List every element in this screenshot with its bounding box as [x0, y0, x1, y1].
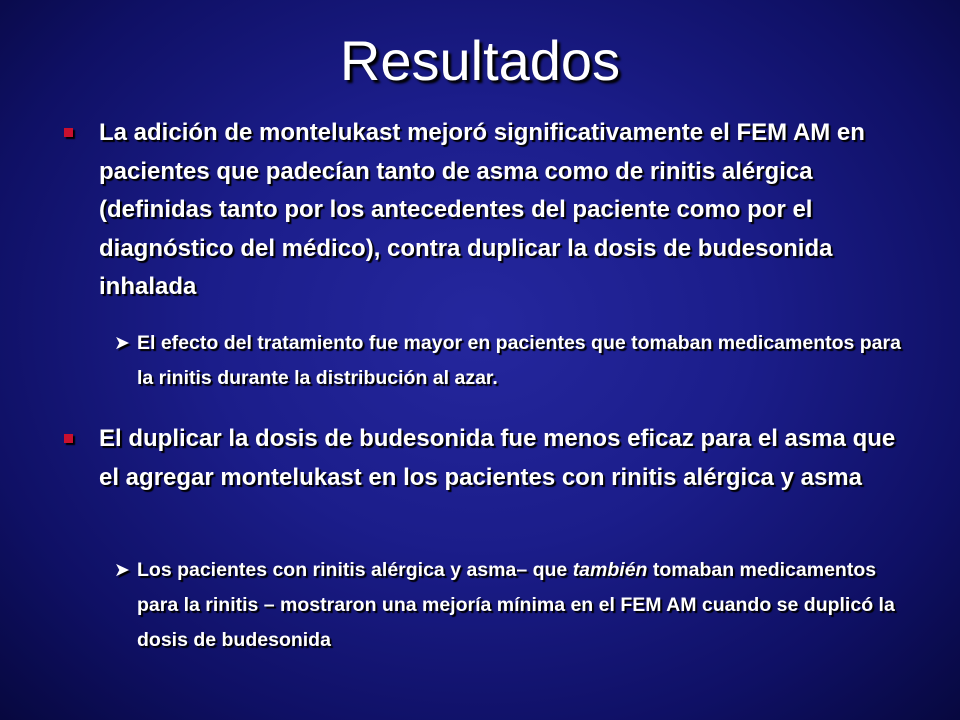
bullet-level2	[114, 553, 914, 658]
square-bullet-icon	[64, 128, 73, 137]
square-bullet-icon	[64, 434, 73, 443]
bullet-text: El duplicar la dosis de budesonida fue menos eficaz para el asma que el agregar montelukast en los pacientes con rinitis alérgica y asma	[99, 425, 896, 491]
bullet-text-part: Los pacientes con rinitis alérgica y asma– que	[137, 559, 573, 581]
bullet-text: La adición de montelukast mejoró significativamente el FEM AM en pacientes que padecían tanto de asma como de rinitis alérgica (definidas tanto por los antecedentes del paciente como por el diagnóstico del médico), contra duplicar la dosis de budesonida inhalada	[99, 119, 865, 300]
bullet-level2	[114, 326, 914, 396]
slide-title: Resultados	[339, 29, 621, 92]
bullet-text: El efecto del tratamiento fue mayor en pacientes que tomaban medicamentos para la rinitis durante la distribución al azar.	[137, 332, 901, 389]
bullet-text-part: tomaban medicamentos para la rinitis – mostraron una mejoría mínima en el FEM AM cuando se duplicó la dosis de budesonida	[137, 559, 895, 651]
arrowhead-bullet-icon: ➤	[114, 333, 130, 354]
bullet-level1	[64, 114, 914, 307]
bullet-text-italic: también	[572, 559, 648, 581]
bullet-text	[137, 553, 914, 658]
bullet-level1	[64, 420, 914, 497]
arrowhead-bullet-icon: ➤	[114, 560, 130, 581]
